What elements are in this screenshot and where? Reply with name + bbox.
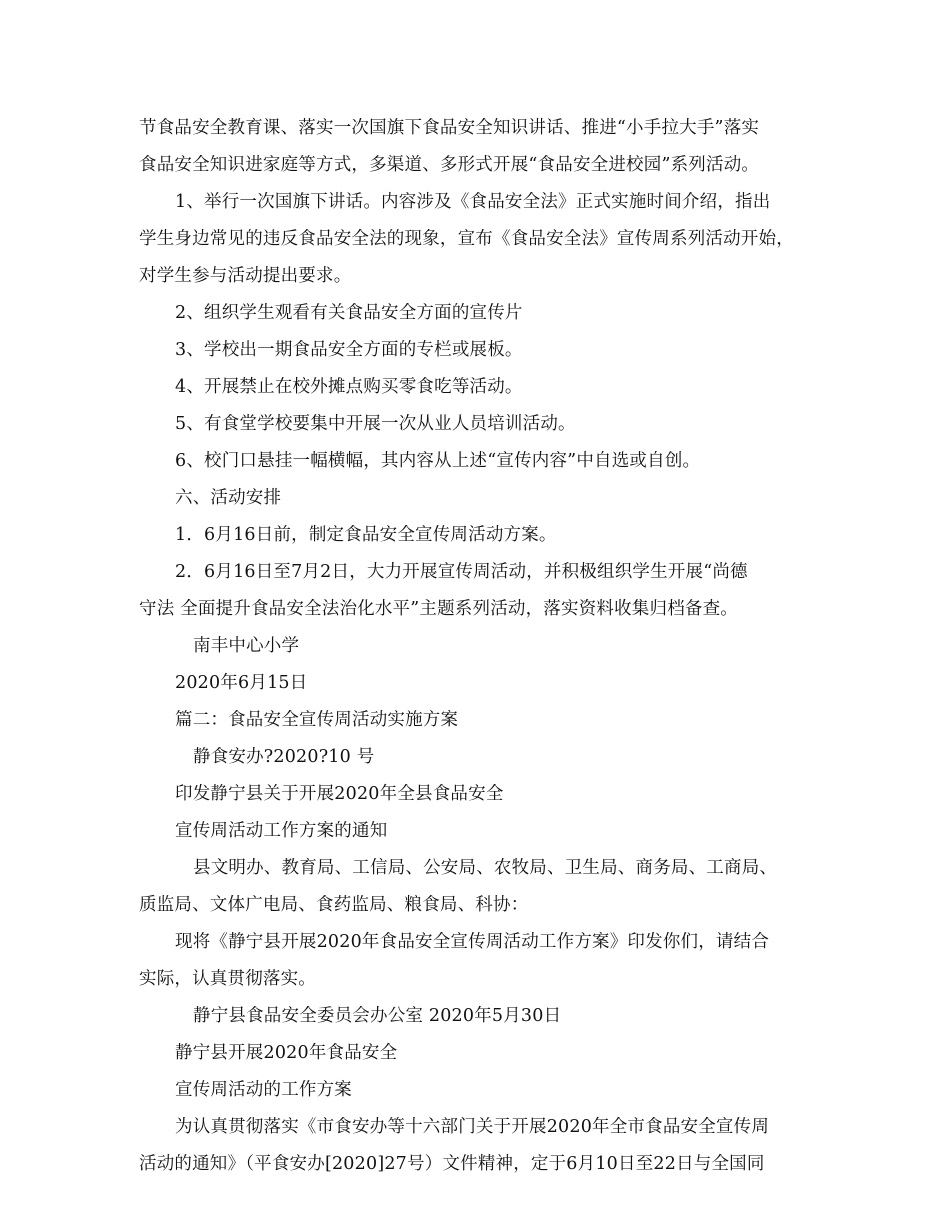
body-text-line: 节食品安全教育课、落实一次国旗下食品安全知识讲话、推进“小手拉大手”落实 bbox=[139, 118, 760, 138]
schedule-item-1: 1．6月16日前，制定食品安全宣传周活动方案。 bbox=[175, 525, 557, 545]
list-item-1-line: 1、举行一次国旗下讲话。内容涉及《食品安全法》正式实施时间介绍，指出 bbox=[175, 192, 771, 212]
section-heading: 六、活动安排 bbox=[175, 488, 282, 508]
list-item-3: 3、学校出一期食品安全方面的专栏或展板。 bbox=[175, 340, 523, 360]
signature-date: 2020年6月15日 bbox=[175, 673, 308, 693]
plan-title-line: 静宁县开展2020年食品安全 bbox=[175, 1043, 398, 1063]
notice-title-line: 宣传周活动工作方案的通知 bbox=[175, 821, 388, 841]
plan-body-line: 活动的通知》（平食安办[2020]27号）文件精神，定于6月10日至22日与全国同 bbox=[139, 1154, 765, 1174]
notice-title-line: 印发静宁县关于开展2020年全县食品安全 bbox=[175, 784, 504, 804]
notice-body-line: 实际，认真贯彻落实。 bbox=[139, 969, 316, 989]
notice-body-line: 现将《静宁县开展2020年食品安全宣传周活动工作方案》印发你们，请结合 bbox=[175, 932, 770, 952]
list-item-1-line: 学生身边常见的违反食品安全法的现象，宣布《食品安全法》宣传周系列活动开始， bbox=[139, 229, 794, 249]
recipients-line: 质监局、文体广电局、食药监局、粮食局、科协： bbox=[139, 895, 529, 915]
schedule-item-2-line: 2．6月16日至7月2日，大力开展宣传周活动，并积极组织学生开展“尚德 bbox=[175, 562, 748, 582]
list-item-4: 4、开展禁止在校外摊点购买零食吃等活动。 bbox=[175, 377, 523, 397]
plan-body-line: 为认真贯彻落实《市食安办等十六部门关于开展2020年全市食品安全宣传周 bbox=[175, 1117, 770, 1137]
body-text-line: 食品安全知识进家庭等方式，多渠道、多形式开展“食品安全进校园”系列活动。 bbox=[139, 155, 760, 175]
signature-organization: 南丰中心小学 bbox=[193, 636, 300, 656]
schedule-item-2-line: 守法 全面提升食品安全法治化水平”主题系列活动，落实资料收集归档备查。 bbox=[139, 599, 739, 619]
issuer-signature: 静宁县食品安全委员会办公室 2020年5月30日 bbox=[193, 1006, 562, 1026]
recipients-line: 县文明办、教育局、工信局、公安局、农牧局、卫生局、商务局、工商局、 bbox=[193, 858, 778, 878]
list-item-5: 5、有食堂学校要集中开展一次从业人员培训活动。 bbox=[175, 414, 576, 434]
list-item-6: 6、校门口悬挂一幅横幅，其内容从上述“宣传内容”中自选或自创。 bbox=[175, 451, 701, 471]
chapter-heading: 篇二：食品安全宣传周活动实施方案 bbox=[175, 710, 459, 730]
plan-title-line: 宣传周活动的工作方案 bbox=[175, 1080, 352, 1100]
list-item-2: 2、组织学生观看有关食品安全方面的宣传片 bbox=[175, 303, 523, 323]
list-item-1-line: 对学生参与活动提出要求。 bbox=[139, 266, 352, 286]
document-number: 静食安办?2020?10 号 bbox=[193, 747, 375, 767]
